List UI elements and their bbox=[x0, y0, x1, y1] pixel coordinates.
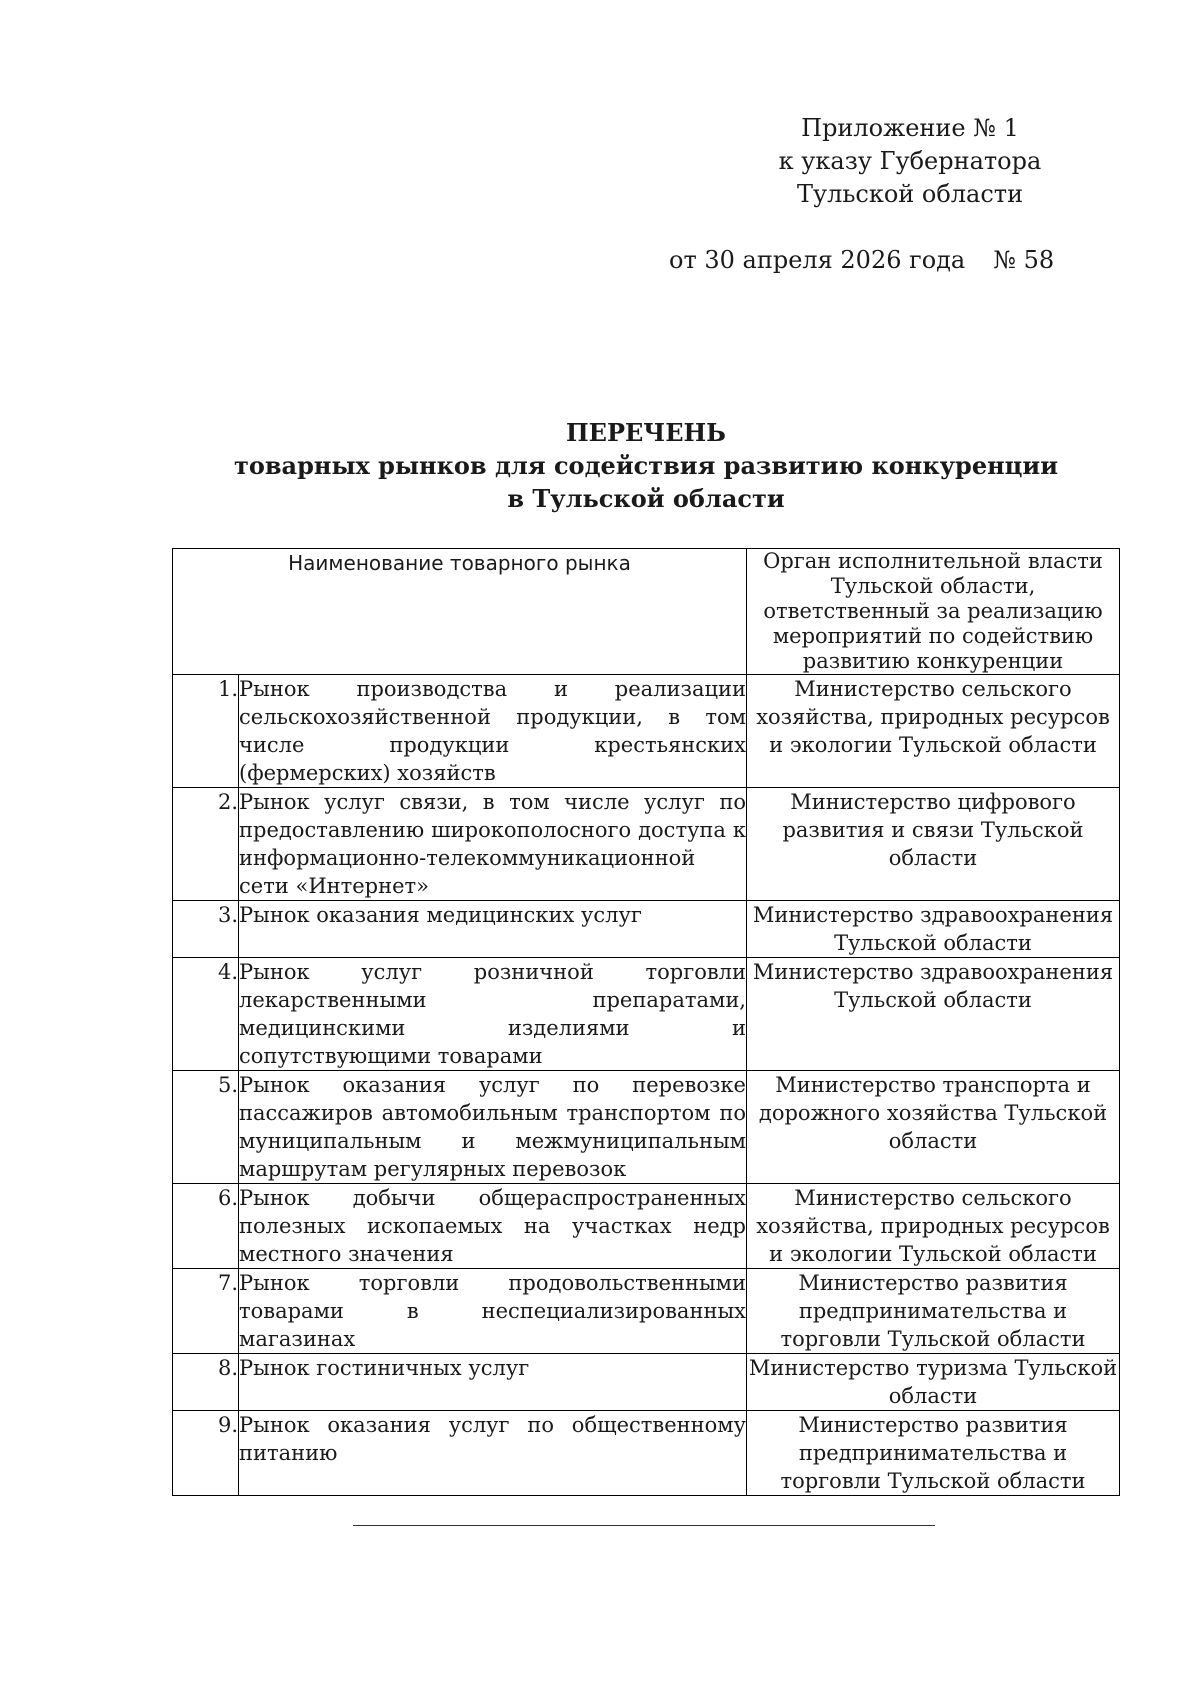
table-row bbox=[173, 788, 1120, 901]
table-row bbox=[173, 1071, 1120, 1184]
row-market-name: Рынок добычи общераспространенных полезных ископаемых на участках недр местного значения bbox=[239, 1184, 747, 1269]
row-number: 2. bbox=[173, 788, 239, 901]
title-main: ПЕРЕЧЕНЬ bbox=[566, 418, 726, 447]
row-market-name: Рынок производства и реализации сельскохозяйственной продукции, в том числе продукции крестьянских (фермерских) хозяйств bbox=[239, 675, 747, 788]
table-row bbox=[173, 1411, 1120, 1496]
row-responsible-body: Министерство здравоохранения Тульской области bbox=[747, 901, 1120, 958]
row-market-name: Рынок гостиничных услуг bbox=[239, 1354, 747, 1411]
row-responsible-body: Министерство развития предпринимательства и торговли Тульской области bbox=[747, 1411, 1120, 1496]
table-body bbox=[173, 675, 1120, 1496]
row-number: 6. bbox=[173, 1184, 239, 1269]
table-row bbox=[173, 1354, 1120, 1411]
table-row bbox=[173, 675, 1120, 788]
decree-date-line bbox=[669, 246, 1054, 274]
document-title bbox=[172, 416, 1120, 515]
row-market-name: Рынок оказания медицинских услуг bbox=[239, 901, 747, 958]
row-responsible-body: Министерство развития предпринимательства и торговли Тульской области bbox=[747, 1269, 1120, 1354]
table-row bbox=[173, 901, 1120, 958]
row-market-name: Рынок торговли продовольственными товарами в неспециализированных магазинах bbox=[239, 1269, 747, 1354]
row-number: 8. bbox=[173, 1354, 239, 1411]
appendix-decree-ref: к указу Губернатора bbox=[778, 147, 1042, 175]
row-number: 9. bbox=[173, 1411, 239, 1496]
row-responsible-body: Министерство здравоохранения Тульской области bbox=[747, 958, 1120, 1071]
closing-divider bbox=[353, 1525, 935, 1526]
table-row bbox=[173, 958, 1120, 1071]
row-number: 3. bbox=[173, 901, 239, 958]
header-market-name: Наименование товарного рынка bbox=[173, 549, 747, 675]
row-responsible-body: Министерство сельского хозяйства, природных ресурсов и экологии Тульской области bbox=[747, 1184, 1120, 1269]
title-region: в Тульской области bbox=[507, 484, 785, 513]
decree-number: № 58 bbox=[993, 246, 1055, 274]
row-market-name: Рынок оказания услуг по перевозке пассажиров автомобильным транспортом по муниципальным и межмуниципальным маршрутам регулярных перевозок bbox=[239, 1071, 747, 1184]
header-responsible-body: Орган исполнительной власти Тульской области, ответственный за реализацию мероприятий по содействию развитию конкуренции bbox=[747, 549, 1120, 675]
row-responsible-body: Министерство сельского хозяйства, природных ресурсов и экологии Тульской области bbox=[747, 675, 1120, 788]
appendix-block bbox=[760, 112, 1060, 211]
row-responsible-body: Министерство туризма Тульской области bbox=[747, 1354, 1120, 1411]
row-number: 1. bbox=[173, 675, 239, 788]
row-number: 4. bbox=[173, 958, 239, 1071]
row-number: 5. bbox=[173, 1071, 239, 1184]
appendix-region: Тульской области bbox=[796, 180, 1024, 208]
row-market-name: Рынок услуг розничной торговли лекарственными препаратами, медицинскими изделиями и сопутствующими товарами bbox=[239, 958, 747, 1071]
row-responsible-body: Министерство цифрового развития и связи Тульской области bbox=[747, 788, 1120, 901]
row-responsible-body: Министерство транспорта и дорожного хозяйства Тульской области bbox=[747, 1071, 1120, 1184]
table-header-row bbox=[173, 549, 1120, 675]
row-market-name: Рынок оказания услуг по общественному питанию bbox=[239, 1411, 747, 1496]
markets-table bbox=[172, 548, 1120, 1496]
row-market-name: Рынок услуг связи, в том числе услуг по предоставлению широкополосного доступа к информационно-телекоммуникационной сети «Интернет» bbox=[239, 788, 747, 901]
decree-date: от 30 апреля 2026 года bbox=[669, 246, 966, 274]
row-number: 7. bbox=[173, 1269, 239, 1354]
appendix-number: Приложение № 1 bbox=[801, 114, 1019, 142]
table-row bbox=[173, 1269, 1120, 1354]
title-subtitle: товарных рынков для содействия развитию конкуренции bbox=[233, 451, 1058, 480]
table-row bbox=[173, 1184, 1120, 1269]
